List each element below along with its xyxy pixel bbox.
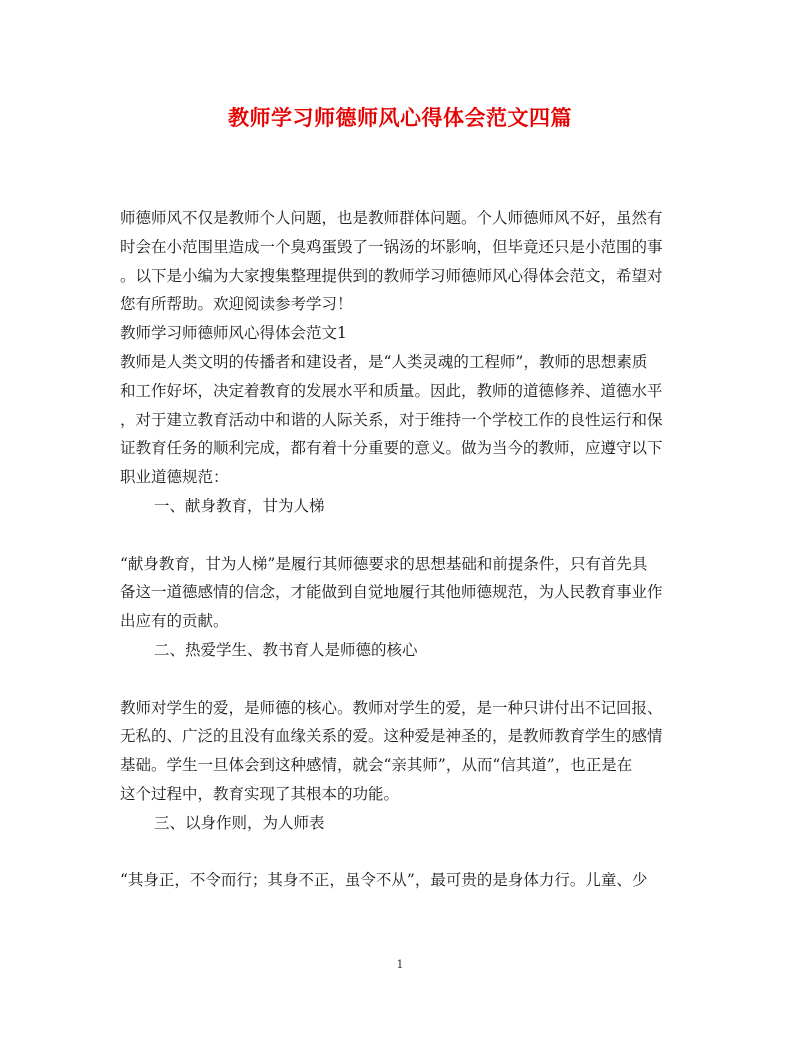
text-line: 教师是人类文明的传播者和建设者，是“人类灵魂的工程师”，教师的思想素质 (120, 352, 648, 371)
text-line: 基础。学生一旦体会到这种感情，就会“亲其师”，从而“信其道”，也正是在 (120, 756, 633, 775)
document-body (120, 204, 680, 895)
section-heading: 二、热爱学生、教书育人是师德的核心 (154, 640, 418, 659)
blank-line (120, 521, 680, 550)
text-line: 无私的、广泛的且没有血缘关系的爱。这种爱是神圣的，是教师教育学生的感情 (120, 727, 663, 746)
text-line: 和工作好坏，决定着教育的发展水平和质量。因此，教师的道德修养、道德水平 (120, 381, 663, 400)
page-number: 1 (396, 958, 404, 971)
text-line: 师德师风不仅是教师个人问题，也是教师群体问题。个人师德师风不好，虽然有 (120, 209, 663, 227)
blank-line (120, 838, 680, 867)
blank-line (120, 665, 680, 694)
document-title: 教师学习师德师风心得体会范文四篇 (228, 105, 572, 130)
text-line: 这个过程中，教育实现了其根本的功能。 (120, 784, 400, 803)
text-line: “其身正，不令而行；其身不正，虽令不从”，最可贵的是身体力行。儿童、少 (120, 871, 648, 890)
section-heading: 一、献身教育，甘为人梯 (154, 496, 325, 515)
text-line: 职业道德规范： (120, 468, 229, 487)
text-line: 您有所帮助。欢迎阅读参考学习！ (120, 295, 353, 314)
text-line: 教师对学生的爱，是师德的核心。教师对学生的爱，是一种只讲付出不记回报、 (120, 698, 663, 717)
text-line: 证教育任务的顺利完成，都有着十分重要的意义。做为当今的教师，应遵守以下 (120, 439, 663, 458)
text-line: “献身教育，甘为人梯”是履行其师德要求的思想基础和前提条件，只有首先具 (120, 554, 648, 573)
text-line: 。以下是小编为大家搜集整理提供到的教师学习师德师风心得体会范文，希望对 (120, 266, 663, 285)
text-line: ，对于建立教育活动中和谐的人际关系，对于维持一个学校工作的良性运行和保 (120, 410, 663, 429)
text-line: 出应有的贡献。 (120, 612, 229, 631)
text-line: 教师学习师德师风心得体会范文1 (120, 324, 347, 343)
text-line: 备这一道德感情的信念，才能做到自觉地履行其他师德规范，为人民教育事业作 (120, 583, 663, 602)
text-line: 时会在小范围里造成一个臭鸡蛋毁了一锅汤的坏影响，但毕竟还只是小范围的事 (120, 237, 663, 256)
section-heading: 三、以身作则，为人师表 (154, 813, 325, 832)
